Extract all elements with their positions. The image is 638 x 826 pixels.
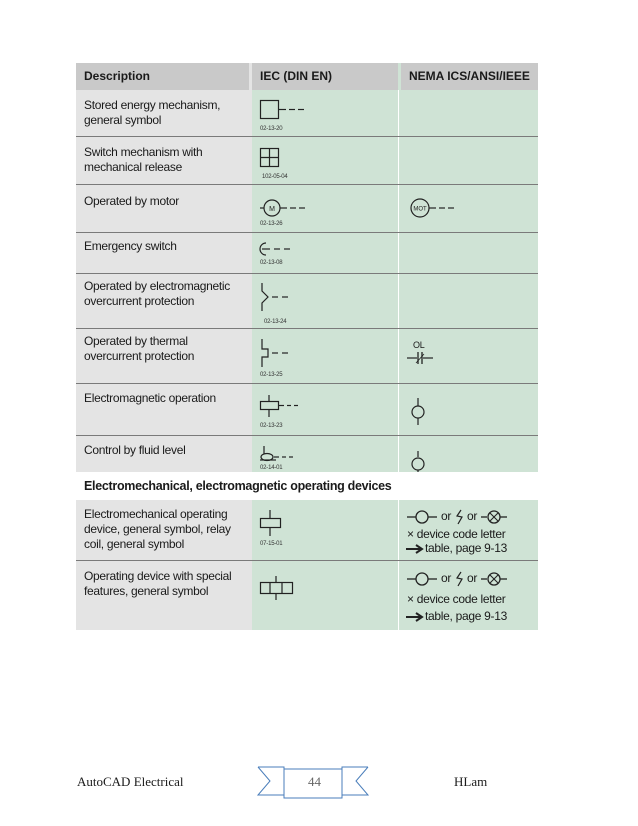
nema-coil-horizontal-symbol [407,572,443,586]
row-description: Electromagnetic operation [84,391,216,405]
iec-code: 02-13-08 [260,260,283,266]
or-label: or [441,509,452,523]
nema-coil-symbol [410,398,426,426]
page-number: 44 [308,774,321,789]
device-code-note: × device code letter [407,592,506,606]
stored-energy-symbol [260,100,320,124]
thermal-overcurrent-symbol [260,339,320,369]
nema-motor-symbol [409,198,469,218]
iec-code: 02-14-01 [260,465,283,471]
nema-coil-symbol [410,451,426,473]
header-nema: NEMA ICS/ANSI/IEEE [401,63,538,90]
iec-code: 07-15-01 [260,541,283,547]
table-reference: table, page 9-13 [425,541,507,555]
lightning-symbol [455,509,465,525]
row-description: Switch mechanism with mechanical release [84,145,203,174]
nema-x-coil-symbol [481,572,517,586]
emergency-switch-symbol [260,241,320,257]
svg-text:M: M [269,206,275,213]
iec-code: 02-13-23 [260,423,283,429]
row-description: Control by fluid level [84,443,186,457]
iec-code: 02-13-26 [260,221,283,227]
footer-right-text: HLam [454,774,488,789]
overload-symbol [407,351,437,365]
nema-x-coil-symbol [481,510,517,524]
header-description: Description [76,63,249,90]
or-label: or [441,571,452,585]
row-description: Operated by motor [84,194,179,208]
lightning-symbol [455,571,465,587]
motor-symbol [260,198,320,218]
arrow-right-icon [406,612,426,622]
or-label: or [467,571,478,585]
svg-text:MOT: MOT [413,206,427,213]
section-title: Electromechanical, electromagnetic operating devices [76,472,538,500]
row-description: Operating device with special features, general symbol [84,569,232,598]
table-reference: table, page 9-13 [425,609,507,623]
footer-left-text: AutoCAD Electrical [77,774,184,789]
switch-mechanism-symbol [260,148,282,170]
row-description: Operated by thermal overcurrent protection [84,334,195,363]
iec-code: 02-13-24 [264,319,287,325]
symbol-table [76,63,538,630]
iec-code: 02-13-20 [260,126,283,132]
fluid-level-symbol [260,446,310,464]
device-code-note: × device code letter [407,527,506,541]
header-iec: IEC (DIN EN) [252,63,398,90]
row-description: Emergency switch [84,239,177,253]
row-description: Operated by electromagnetic overcurrent protection [84,279,230,308]
iec-code: 102-05-04 [262,174,288,180]
special-coil-symbol [260,576,300,602]
row-description: Stored energy mechanism, general symbol [84,98,221,127]
relay-coil-symbol [260,510,290,540]
nema-coil-horizontal-symbol [407,510,443,524]
electromagnetic-overcurrent-symbol [260,283,320,313]
overload-label: OL [413,340,425,350]
iec-code: 02-13-25 [260,372,283,378]
arrow-right-icon [406,544,426,554]
row-description: Electromechanical operating device, general symbol, relay coil, general symbol [84,507,231,551]
or-label: or [467,509,478,523]
electromagnetic-operation-symbol [260,395,320,421]
